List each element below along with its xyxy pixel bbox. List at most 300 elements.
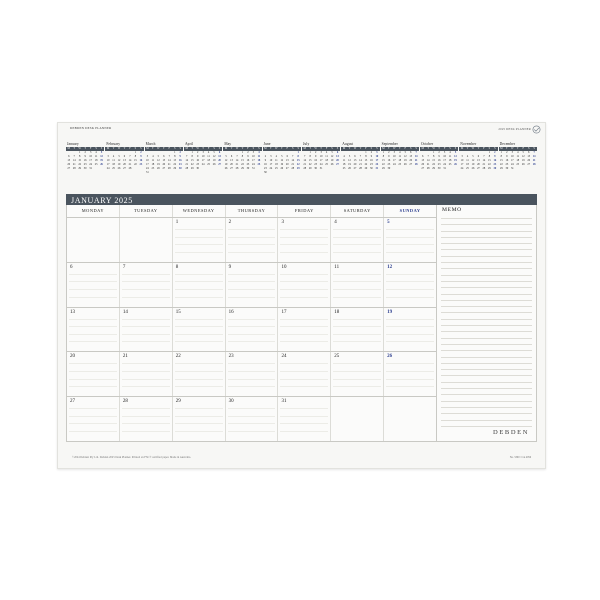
mini-day: 25	[342, 166, 346, 170]
mini-day: 16	[437, 158, 441, 162]
writing-rule	[228, 431, 276, 432]
memo-line[interactable]	[441, 256, 532, 257]
mini-day: 28	[72, 166, 76, 170]
memo-line[interactable]	[441, 319, 532, 320]
mini-day: 6	[163, 154, 165, 158]
mini-day: 10	[106, 158, 110, 162]
mini-weekday-header: M T W T F S S	[499, 147, 537, 151]
desk-planner-pad	[57, 122, 546, 469]
day-cell-25[interactable]	[331, 352, 384, 396]
writing-rule	[280, 244, 328, 245]
brand-name-top: DEBDEN DESK PLANNER	[70, 126, 112, 130]
mini-day: 12	[330, 154, 334, 158]
day-cell-17[interactable]	[278, 308, 331, 352]
mini-day: 1	[432, 150, 435, 154]
mini-day: 3	[511, 150, 513, 154]
mini-month-november	[459, 142, 497, 190]
memo-line[interactable]	[441, 401, 532, 402]
mini-day: 14	[414, 154, 418, 158]
day-cell-5[interactable]	[384, 218, 436, 262]
day-cell-9[interactable]	[226, 263, 279, 307]
mini-day: 6	[477, 154, 480, 158]
day-cell-28[interactable]	[120, 397, 173, 441]
mini-day: 21	[482, 162, 486, 166]
memo-line[interactable]	[441, 363, 532, 364]
writing-rule	[175, 289, 223, 290]
mini-day: 28	[303, 166, 307, 170]
mini-day: 27	[123, 166, 126, 170]
day-cell-15[interactable]	[173, 308, 226, 352]
writing-rule	[386, 341, 434, 342]
mini-day: 1	[488, 150, 491, 154]
memo-line[interactable]	[441, 325, 532, 326]
mini-day: 10	[201, 154, 205, 158]
mini-day: 20	[421, 162, 425, 166]
mini-day: 5	[472, 154, 474, 158]
mini-day: 23	[139, 162, 143, 166]
mini-day: 19	[212, 158, 216, 162]
day-number: 13	[70, 309, 75, 315]
mini-day: 3	[376, 150, 378, 154]
memo-line[interactable]	[441, 407, 532, 408]
mini-day: 15	[173, 158, 177, 162]
writing-rule	[122, 386, 170, 387]
writing-rule	[175, 334, 223, 335]
memo-line[interactable]	[441, 413, 532, 414]
mini-month-name: September	[381, 142, 398, 146]
writing-rule	[228, 386, 276, 387]
mini-day: 5	[348, 154, 351, 158]
mini-day: 20	[477, 162, 480, 166]
writing-rule	[122, 379, 170, 380]
mini-weekday-header: M T W T F S S	[381, 147, 419, 151]
day-number: 8	[175, 264, 179, 270]
calendar-and-memo	[66, 205, 537, 442]
writing-rule	[175, 431, 223, 432]
mini-day: 6	[218, 150, 221, 154]
mini-day: 31	[252, 166, 255, 170]
mini-day: 16	[505, 158, 509, 162]
mini-day: 22	[296, 162, 300, 166]
mini-day: 19	[224, 162, 228, 166]
day-number: 18	[334, 309, 340, 315]
mini-day: 16	[196, 158, 199, 162]
writing-rule	[69, 289, 117, 290]
mini-day: 22	[78, 162, 82, 166]
mini-day: 7	[533, 150, 535, 154]
day-cell-7[interactable]	[120, 263, 173, 307]
mini-day: 26	[212, 162, 216, 166]
memo-line[interactable]	[441, 357, 532, 358]
writing-rule	[175, 274, 223, 275]
mini-day: 14	[482, 158, 486, 162]
writing-rule	[386, 363, 434, 364]
mini-day: 4	[325, 150, 328, 154]
mini-day: 27	[421, 166, 425, 170]
day-cell-23[interactable]	[226, 352, 279, 396]
mini-day: 9	[370, 154, 373, 158]
copyright-footnote: ©2024 Debden Pty Ltd. Debden 2025 Desk Planner. Printed on FSC® certified paper. Made in Australia.	[72, 456, 192, 459]
memo-line[interactable]	[441, 306, 532, 307]
writing-rule	[333, 341, 381, 342]
mini-day: 1	[500, 150, 503, 154]
writing-rule	[280, 297, 328, 298]
mini-day: 19	[471, 162, 475, 166]
mini-day: 3	[461, 154, 463, 158]
day-number: 15	[175, 309, 181, 315]
mini-day: 7	[129, 154, 131, 158]
mini-day: 29	[488, 166, 491, 170]
day-cell-4[interactable]	[331, 218, 384, 262]
mini-day: 23	[246, 162, 250, 166]
mini-month-name: May	[224, 142, 232, 146]
day-cell-11[interactable]	[331, 263, 384, 307]
mini-weekday-header: M T W T F S S	[184, 147, 222, 151]
mini-day: 16	[178, 158, 182, 162]
mini-day: 24	[146, 166, 149, 170]
mini-day: 29	[382, 166, 385, 170]
writing-rule	[122, 341, 170, 342]
writing-rule	[69, 334, 117, 335]
writing-rule	[175, 319, 223, 320]
mini-day: 28	[128, 166, 132, 170]
mini-day: 25	[398, 162, 402, 166]
memo-line[interactable]	[441, 237, 532, 238]
mini-day: 6	[336, 150, 339, 154]
mini-day: 12	[403, 154, 407, 158]
mini-day: 2	[438, 150, 440, 154]
day-cell-19[interactable]	[384, 308, 436, 352]
day-number: 17	[281, 309, 287, 315]
mini-day: 20	[353, 162, 357, 166]
day-cell-21[interactable]	[120, 352, 173, 396]
mini-month-name: March	[145, 142, 156, 146]
mini-day: 6	[354, 154, 356, 158]
memo-line[interactable]	[441, 287, 532, 288]
writing-rule	[228, 341, 276, 342]
writing-rule	[333, 334, 381, 335]
mini-day: 10	[510, 154, 514, 158]
mini-month-name: July	[302, 142, 310, 146]
day-cell-12[interactable]	[384, 263, 436, 307]
brand-logo: DEBDEN	[493, 429, 529, 436]
mini-day: 13	[336, 154, 339, 158]
mini-day: 12	[454, 154, 457, 158]
mini-day: 16	[83, 158, 87, 162]
memo-line[interactable]	[441, 294, 532, 295]
mini-day: 5	[454, 150, 457, 154]
writing-rule	[333, 252, 381, 253]
writing-rule	[228, 237, 276, 238]
mini-day: 28	[167, 166, 171, 170]
mini-day: 1	[79, 150, 81, 154]
mini-day: 18	[274, 162, 278, 166]
mini-day: 25	[257, 162, 261, 166]
mini-day: 31	[89, 166, 92, 170]
mini-day: 24	[89, 162, 92, 166]
mini-day: 5	[522, 150, 524, 154]
mini-day: 30	[264, 170, 267, 174]
memo-line[interactable]	[441, 243, 532, 244]
mini-day: 10	[443, 154, 446, 158]
memo-line[interactable]	[441, 300, 532, 301]
mini-day: 29	[190, 166, 194, 170]
mini-day: 14	[128, 158, 132, 162]
day-cell-3[interactable]	[278, 218, 331, 262]
mini-day: 13	[123, 158, 126, 162]
mini-day: 1	[382, 150, 385, 154]
mini-day: 9	[247, 154, 249, 158]
writing-rule	[122, 431, 170, 432]
mini-day: 15	[500, 158, 503, 162]
writing-rule	[228, 416, 276, 417]
writing-rule	[333, 297, 381, 298]
mini-day: 23	[493, 162, 497, 166]
day-number: 24	[281, 354, 287, 360]
mini-day: 16	[264, 162, 267, 166]
writing-rule	[280, 431, 328, 432]
mini-day: 27	[336, 162, 339, 166]
day-number: 10	[281, 264, 287, 270]
writing-rule	[228, 371, 276, 372]
mini-day: 3	[107, 154, 109, 158]
mini-day: 18	[325, 158, 328, 162]
memo-line[interactable]	[441, 338, 532, 339]
memo-line[interactable]	[441, 388, 532, 389]
writing-rule	[175, 423, 223, 424]
mini-day: 24	[319, 162, 323, 166]
mini-day: 11	[325, 154, 328, 158]
mini-month-february	[105, 142, 143, 190]
mini-day-grid	[223, 151, 261, 171]
mini-day: 8	[297, 154, 299, 158]
mini-day: 19	[454, 158, 457, 162]
mini-day: 14	[167, 158, 171, 162]
mini-day: 2	[264, 154, 267, 158]
mini-day: 15	[432, 158, 435, 162]
mini-day: 27	[477, 166, 480, 170]
day-cell-22[interactable]	[173, 352, 226, 396]
memo-line[interactable]	[441, 262, 532, 263]
memo-line[interactable]	[441, 394, 532, 395]
mini-day: 9	[314, 154, 317, 158]
mini-day: 1	[134, 150, 137, 154]
day-cell-18[interactable]	[331, 308, 384, 352]
memo-line[interactable]	[441, 275, 532, 276]
writing-rule	[122, 274, 170, 275]
day-cell-30[interactable]	[226, 397, 279, 441]
mini-day: 3	[393, 150, 395, 154]
mini-day: 9	[494, 154, 496, 158]
memo-line[interactable]	[441, 312, 532, 313]
mini-day: 11	[342, 158, 346, 162]
mini-day: 14	[72, 158, 76, 162]
mini-day: 7	[168, 154, 170, 158]
mini-month-april	[184, 142, 222, 190]
day-cell-27[interactable]	[67, 397, 120, 441]
mini-day: 3	[270, 154, 272, 158]
memo-line[interactable]	[441, 426, 532, 427]
memo-line[interactable]	[441, 281, 532, 282]
mini-day: 14	[303, 158, 307, 162]
memo-line[interactable]	[441, 249, 532, 250]
mini-day: 29	[78, 166, 82, 170]
mini-day: 25	[325, 162, 328, 166]
mini-day: 27	[230, 166, 233, 170]
mini-day: 12	[471, 158, 475, 162]
day-cell-13[interactable]	[67, 308, 120, 352]
mini-day: 26	[330, 162, 334, 166]
mini-day: 27	[353, 166, 357, 170]
mini-day: 25	[207, 162, 210, 166]
mini-day: 2	[506, 150, 508, 154]
day-cell-20[interactable]	[67, 352, 120, 396]
memo-line[interactable]	[441, 331, 532, 332]
writing-rule	[175, 386, 223, 387]
mini-day: 25	[516, 162, 520, 166]
mini-day: 22	[382, 162, 385, 166]
day-cell-31[interactable]	[278, 397, 331, 441]
writing-rule	[122, 289, 170, 290]
writing-rule	[280, 408, 328, 409]
mini-day: 14	[235, 158, 239, 162]
writing-rule	[333, 244, 381, 245]
day-cell-empty[interactable]	[120, 218, 173, 262]
writing-rule	[228, 244, 276, 245]
mini-day: 19	[117, 162, 121, 166]
mini-day: 4	[275, 154, 277, 158]
mini-day: 25	[274, 166, 278, 170]
mini-day: 8	[174, 154, 176, 158]
day-cell-empty[interactable]	[331, 397, 384, 441]
mini-day: 24	[443, 162, 446, 166]
day-cell-1[interactable]	[173, 218, 226, 262]
writing-rule	[122, 371, 170, 372]
writing-rule	[122, 281, 170, 282]
product-title-top: 2025 DESK PLANNER	[498, 127, 531, 131]
mini-day: 16	[493, 158, 497, 162]
writing-rule	[280, 274, 328, 275]
day-number: 6	[70, 264, 73, 270]
mini-day: 26	[471, 166, 475, 170]
mini-day: 15	[364, 158, 368, 162]
writing-rule	[69, 423, 117, 424]
day-cell-29[interactable]	[173, 397, 226, 441]
mini-day: 15	[241, 158, 244, 162]
mini-day: 17	[319, 158, 323, 162]
mini-day: 24	[510, 162, 514, 166]
day-cell-2[interactable]	[226, 218, 279, 262]
memo-line[interactable]	[441, 268, 532, 269]
day-cell-26[interactable]	[384, 352, 436, 396]
mini-month-name: February	[106, 142, 121, 146]
mini-day: 9	[506, 154, 508, 158]
mini-day: 5	[281, 154, 283, 158]
mini-day: 16	[314, 158, 317, 162]
mini-day: 30	[178, 166, 182, 170]
mini-day: 11	[398, 154, 402, 158]
mini-day: 9	[264, 158, 267, 162]
mini-day: 2	[494, 150, 496, 154]
mini-day: 6	[286, 154, 288, 158]
memo-line[interactable]	[441, 350, 532, 351]
mini-day-grid	[145, 151, 183, 176]
day-cell-14[interactable]	[120, 308, 173, 352]
memo-line[interactable]	[441, 218, 532, 219]
month-title: JANUARY 2025	[71, 195, 133, 205]
calendar-week-row	[67, 308, 436, 353]
memo-line[interactable]	[441, 231, 532, 232]
weekday-header-sunday: SUNDAY	[399, 208, 421, 213]
writing-rule	[386, 229, 434, 230]
mini-month-name: October	[420, 142, 434, 146]
mini-day: 18	[94, 158, 98, 162]
writing-rule	[228, 326, 276, 327]
mini-day: 31	[146, 170, 149, 174]
mini-day: 28	[235, 166, 239, 170]
day-number: 3	[281, 220, 284, 225]
mini-day: 1	[365, 150, 367, 154]
writing-rule	[69, 281, 117, 282]
brand-bar	[58, 123, 545, 141]
memo-line[interactable]	[441, 375, 532, 376]
writing-rule	[280, 281, 328, 282]
mini-day: 6	[68, 154, 70, 158]
day-cell-6[interactable]	[67, 263, 120, 307]
mini-day: 8	[432, 154, 435, 158]
memo-line[interactable]	[441, 382, 532, 383]
mini-day: 10	[89, 154, 92, 158]
mini-day: 12	[521, 154, 525, 158]
mini-day: 7	[73, 154, 75, 158]
writing-rule	[280, 319, 328, 320]
mini-day-grid	[66, 151, 104, 171]
mini-day: 8	[365, 154, 367, 158]
mini-day: 6	[123, 154, 126, 158]
memo-line[interactable]	[441, 224, 532, 225]
day-cell-10[interactable]	[278, 263, 331, 307]
mini-month-july	[302, 142, 340, 190]
memo-line[interactable]	[441, 344, 532, 345]
day-number: 19	[387, 309, 393, 315]
day-cell-empty[interactable]	[67, 218, 120, 262]
writing-rule	[333, 281, 381, 282]
day-cell-16[interactable]	[226, 308, 279, 352]
mini-day: 5	[100, 150, 103, 154]
mini-day: 8	[309, 154, 311, 158]
mini-day: 17	[443, 158, 446, 162]
writing-rule	[228, 252, 276, 253]
mini-day-grid	[420, 151, 458, 171]
mini-day: 26	[224, 166, 228, 170]
mini-day: 11	[516, 154, 520, 158]
day-cell-empty[interactable]	[384, 397, 436, 441]
mini-month-name: June	[263, 142, 271, 146]
memo-line[interactable]	[441, 420, 532, 421]
mini-day: 10	[252, 154, 255, 158]
day-cell-24[interactable]	[278, 352, 331, 396]
mini-day: 7	[415, 150, 417, 154]
memo-line[interactable]	[441, 369, 532, 370]
day-cell-8[interactable]	[173, 263, 226, 307]
writing-rule	[122, 297, 170, 298]
writing-rule	[69, 386, 117, 387]
day-number: 7	[122, 264, 126, 270]
mini-day: 23	[505, 162, 509, 166]
writing-rule	[228, 289, 276, 290]
mini-day: 2	[314, 150, 317, 154]
mini-day: 27	[162, 166, 166, 170]
